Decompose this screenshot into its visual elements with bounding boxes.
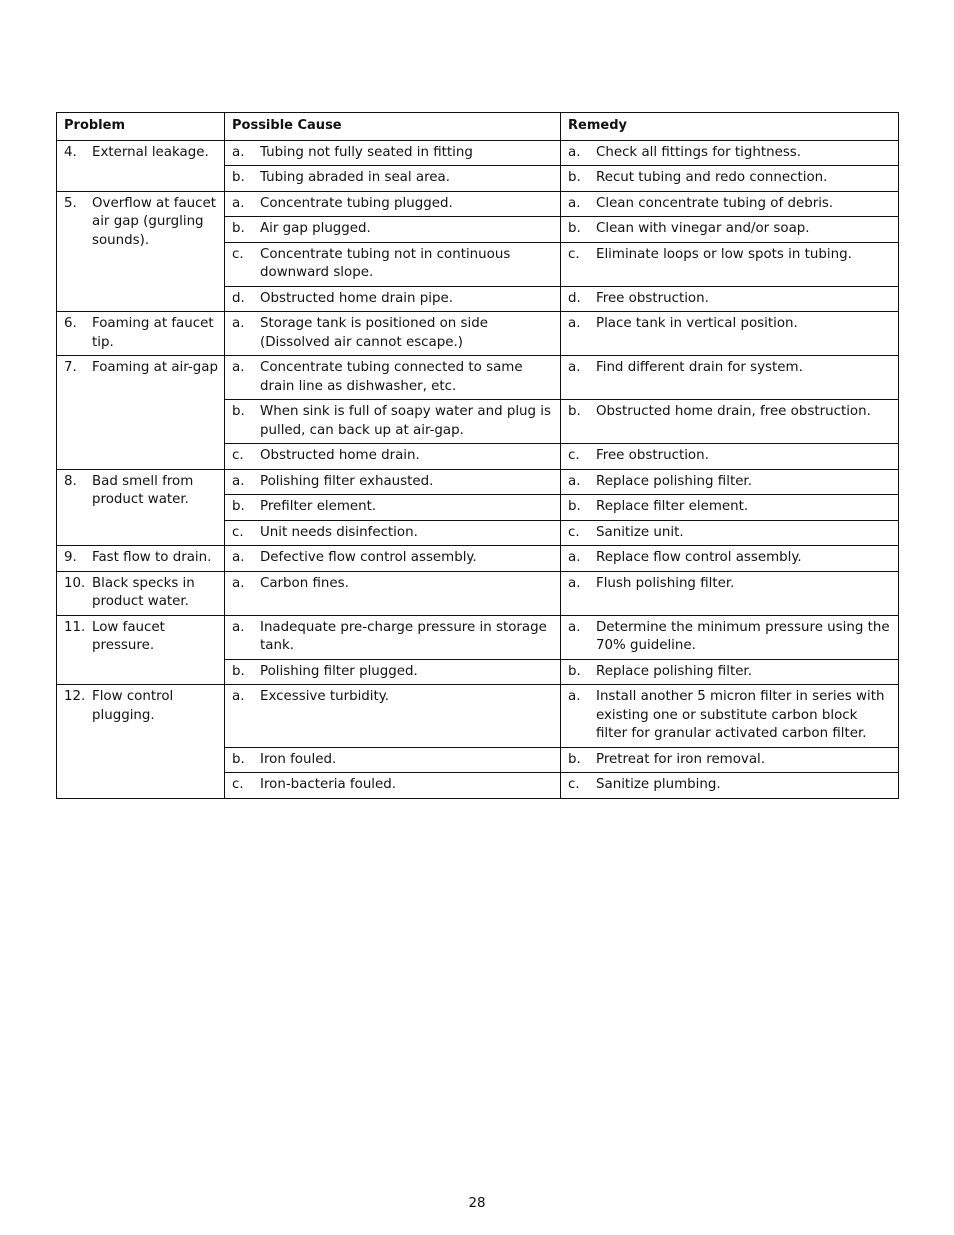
problem-item bbox=[64, 144, 218, 163]
remedy-text: Check all fittings for tightness. bbox=[596, 144, 802, 160]
remedy-letter: b. bbox=[568, 170, 581, 185]
cause-letter: d. bbox=[232, 290, 245, 306]
cause-item bbox=[232, 403, 554, 440]
cause-cell bbox=[225, 520, 561, 546]
remedy-text: Eliminate loops or low spots in tubing. bbox=[596, 246, 852, 262]
cause-cell bbox=[225, 747, 561, 773]
header-remedy: Remedy bbox=[561, 113, 899, 141]
table-row bbox=[57, 356, 899, 400]
table-row bbox=[57, 312, 899, 356]
cause-letter: b. bbox=[232, 170, 245, 185]
remedy-text: Replace polishing filter. bbox=[596, 473, 752, 489]
cause-item bbox=[232, 246, 554, 283]
remedy-cell bbox=[561, 747, 899, 773]
table-row bbox=[57, 615, 899, 659]
remedy-cell bbox=[561, 615, 899, 659]
table-body bbox=[57, 140, 899, 798]
problem-number: 9. bbox=[64, 550, 77, 565]
remedy-text: Install another 5 micron filter in series with existing one or substitute carbon block filter for granular activated carbon filter. bbox=[596, 689, 885, 741]
cause-item bbox=[232, 575, 554, 594]
remedy-item bbox=[568, 403, 892, 422]
remedy-cell bbox=[561, 773, 899, 799]
remedy-letter: a. bbox=[568, 473, 581, 489]
cause-item bbox=[232, 359, 554, 396]
remedy-cell bbox=[561, 400, 899, 444]
problem-item bbox=[64, 359, 218, 378]
remedy-text: Clean concentrate tubing of debris. bbox=[596, 195, 834, 211]
problem-cell bbox=[57, 615, 225, 685]
table-row bbox=[57, 685, 899, 748]
problem-item bbox=[64, 549, 218, 568]
cause-letter: a. bbox=[232, 619, 245, 635]
remedy-letter: a. bbox=[568, 550, 581, 565]
header-problem: Problem bbox=[57, 113, 225, 141]
problem-text: Foaming at air-gap bbox=[92, 360, 218, 375]
table-row bbox=[57, 191, 899, 217]
cause-letter: b. bbox=[232, 751, 245, 767]
remedy-letter: b. bbox=[568, 404, 581, 419]
problem-number: 6. bbox=[64, 316, 77, 331]
header-possible-cause: Possible Cause bbox=[225, 113, 561, 141]
cause-item bbox=[232, 498, 554, 517]
cause-text: Polishing filter plugged. bbox=[260, 663, 418, 679]
remedy-item bbox=[568, 220, 892, 239]
cause-cell bbox=[225, 242, 561, 286]
problem-cell bbox=[57, 571, 225, 615]
remedy-item bbox=[568, 447, 892, 466]
cause-text: Prefilter element. bbox=[260, 499, 377, 514]
remedy-letter: c. bbox=[568, 777, 580, 792]
problem-text: Bad smell from product water. bbox=[92, 473, 194, 507]
remedy-item bbox=[568, 663, 892, 682]
cause-item bbox=[232, 473, 554, 492]
remedy-item bbox=[568, 290, 892, 309]
remedy-item bbox=[568, 195, 892, 214]
cause-cell bbox=[225, 469, 561, 495]
problem-text: Low faucet pressure. bbox=[92, 619, 165, 653]
remedy-text: Clean with vinegar and/or soap. bbox=[596, 221, 810, 236]
remedy-text: Sanitize unit. bbox=[596, 524, 684, 540]
cause-text: Obstructed home drain pipe. bbox=[260, 290, 453, 306]
remedy-text: Replace polishing filter. bbox=[596, 663, 752, 679]
remedy-text: Free obstruction. bbox=[596, 290, 709, 306]
cause-letter: a. bbox=[232, 550, 245, 565]
remedy-letter: c. bbox=[568, 246, 580, 262]
cause-cell bbox=[225, 166, 561, 192]
problem-number: 4. bbox=[64, 144, 77, 160]
cause-item bbox=[232, 688, 554, 707]
cause-text: Defective flow control assembly. bbox=[260, 550, 477, 565]
table-row bbox=[57, 571, 899, 615]
cause-item bbox=[232, 169, 554, 188]
remedy-item bbox=[568, 169, 892, 188]
cause-text: Concentrate tubing connected to same drain line as dishwasher, etc. bbox=[260, 360, 523, 394]
cause-letter: b. bbox=[232, 663, 245, 679]
remedy-text: Determine the minimum pressure using the 70% guideline. bbox=[596, 619, 890, 653]
remedy-item bbox=[568, 751, 892, 770]
cause-cell bbox=[225, 495, 561, 521]
remedy-cell bbox=[561, 444, 899, 470]
cause-text: Air gap plugged. bbox=[260, 221, 371, 236]
cause-cell bbox=[225, 356, 561, 400]
cause-letter: b. bbox=[232, 221, 245, 236]
cause-cell bbox=[225, 546, 561, 572]
remedy-cell bbox=[561, 140, 899, 166]
cause-cell bbox=[225, 140, 561, 166]
remedy-letter: a. bbox=[568, 316, 581, 331]
cause-text: Polishing filter exhausted. bbox=[260, 473, 434, 489]
remedy-item bbox=[568, 549, 892, 568]
remedy-item bbox=[568, 619, 892, 656]
remedy-letter: a. bbox=[568, 619, 581, 635]
cause-item bbox=[232, 447, 554, 466]
problem-text: Overflow at faucet air gap (gurgling sounds). bbox=[92, 195, 217, 248]
cause-text: Iron-bacteria fouled. bbox=[260, 777, 397, 792]
cause-item bbox=[232, 663, 554, 682]
cause-letter: b. bbox=[232, 404, 245, 419]
cause-text: Excessive turbidity. bbox=[260, 689, 390, 704]
remedy-cell bbox=[561, 286, 899, 312]
problem-text: External leakage. bbox=[92, 144, 209, 160]
remedy-item bbox=[568, 498, 892, 517]
cause-text: Tubing abraded in seal area. bbox=[260, 170, 450, 185]
cause-item bbox=[232, 195, 554, 214]
cause-text: Concentrate tubing not in continuous downward slope. bbox=[260, 246, 511, 280]
cause-item bbox=[232, 144, 554, 163]
problem-cell bbox=[57, 191, 225, 312]
remedy-text: Recut tubing and redo connection. bbox=[596, 170, 828, 185]
cause-item bbox=[232, 549, 554, 568]
cause-text: Obstructed home drain. bbox=[260, 448, 420, 463]
remedy-letter: b. bbox=[568, 221, 581, 236]
remedy-item bbox=[568, 144, 892, 163]
remedy-cell bbox=[561, 685, 899, 748]
remedy-letter: b. bbox=[568, 499, 581, 514]
problem-number: 7. bbox=[64, 360, 77, 375]
cause-item bbox=[232, 220, 554, 239]
remedy-cell bbox=[561, 356, 899, 400]
remedy-letter: a. bbox=[568, 575, 581, 591]
cause-cell bbox=[225, 400, 561, 444]
remedy-cell bbox=[561, 217, 899, 243]
table-row bbox=[57, 140, 899, 166]
page-number: 28 bbox=[468, 1196, 486, 1211]
cause-letter: c. bbox=[232, 524, 244, 540]
cause-letter: a. bbox=[232, 360, 245, 375]
problem-item bbox=[64, 575, 218, 612]
problem-cell bbox=[57, 140, 225, 191]
cause-cell bbox=[225, 615, 561, 659]
remedy-letter: b. bbox=[568, 751, 581, 767]
cause-cell bbox=[225, 685, 561, 748]
table-row bbox=[57, 546, 899, 572]
table-header-row bbox=[57, 113, 899, 141]
problem-text: Fast flow to drain. bbox=[92, 550, 212, 565]
problem-cell bbox=[57, 546, 225, 572]
cause-item bbox=[232, 290, 554, 309]
cause-cell bbox=[225, 659, 561, 685]
remedy-cell bbox=[561, 312, 899, 356]
problem-text: Black specks in product water. bbox=[92, 575, 195, 609]
cause-item bbox=[232, 524, 554, 543]
remedy-item bbox=[568, 359, 892, 378]
cause-cell bbox=[225, 191, 561, 217]
remedy-text: Sanitize plumbing. bbox=[596, 777, 721, 792]
problem-text: Foaming at faucet tip. bbox=[92, 316, 214, 350]
remedy-item bbox=[568, 575, 892, 594]
problem-cell bbox=[57, 685, 225, 799]
cause-text: Concentrate tubing plugged. bbox=[260, 195, 453, 211]
remedy-cell bbox=[561, 495, 899, 521]
problem-cell bbox=[57, 469, 225, 546]
problem-number: 5. bbox=[64, 195, 77, 211]
remedy-text: Pretreat for iron removal. bbox=[596, 751, 766, 767]
problem-item bbox=[64, 473, 218, 510]
cause-cell bbox=[225, 571, 561, 615]
problem-number: 12. bbox=[64, 689, 86, 704]
cause-letter: a. bbox=[232, 689, 245, 704]
cause-letter: a. bbox=[232, 144, 245, 160]
remedy-item bbox=[568, 688, 892, 744]
cause-letter: b. bbox=[232, 499, 245, 514]
table-row bbox=[57, 469, 899, 495]
cause-cell bbox=[225, 444, 561, 470]
cause-letter: a. bbox=[232, 473, 245, 489]
remedy-letter: c. bbox=[568, 448, 580, 463]
remedy-cell bbox=[561, 242, 899, 286]
remedy-text: Flush polishing filter. bbox=[596, 575, 735, 591]
remedy-item bbox=[568, 524, 892, 543]
cause-item bbox=[232, 619, 554, 656]
problem-text: Flow control plugging. bbox=[92, 689, 174, 723]
cause-text: Tubing not fully seated in fitting bbox=[260, 144, 473, 160]
cause-text: Carbon fines. bbox=[260, 575, 349, 591]
remedy-text: Replace filter element. bbox=[596, 499, 749, 514]
remedy-item bbox=[568, 315, 892, 334]
cause-cell bbox=[225, 312, 561, 356]
troubleshooting-table bbox=[56, 112, 899, 799]
remedy-cell bbox=[561, 191, 899, 217]
problem-number: 10. bbox=[64, 575, 86, 591]
remedy-text: Find different drain for system. bbox=[596, 360, 803, 375]
remedy-cell bbox=[561, 166, 899, 192]
remedy-item bbox=[568, 246, 892, 265]
cause-cell bbox=[225, 217, 561, 243]
cause-text: Storage tank is positioned on side (Dissolved air cannot escape.) bbox=[260, 316, 488, 350]
cause-letter: c. bbox=[232, 448, 244, 463]
cause-letter: a. bbox=[232, 195, 245, 211]
problem-number: 11. bbox=[64, 619, 86, 635]
problem-number: 8. bbox=[64, 473, 77, 489]
remedy-letter: a. bbox=[568, 689, 581, 704]
remedy-letter: c. bbox=[568, 524, 580, 540]
cause-text: When sink is full of soapy water and plug is pulled, can back up at air-gap. bbox=[260, 404, 551, 438]
cause-letter: a. bbox=[232, 575, 245, 591]
remedy-text: Replace flow control assembly. bbox=[596, 550, 802, 565]
remedy-cell bbox=[561, 571, 899, 615]
remedy-item bbox=[568, 473, 892, 492]
cause-text: Iron fouled. bbox=[260, 751, 337, 767]
cause-cell bbox=[225, 286, 561, 312]
cause-text: Inadequate pre-charge pressure in storage tank. bbox=[260, 619, 547, 653]
cause-item bbox=[232, 315, 554, 352]
remedy-letter: d. bbox=[568, 290, 581, 306]
problem-item bbox=[64, 688, 218, 725]
problem-cell bbox=[57, 356, 225, 470]
remedy-text: Free obstruction. bbox=[596, 448, 709, 463]
remedy-cell bbox=[561, 659, 899, 685]
remedy-letter: b. bbox=[568, 663, 581, 679]
remedy-text: Place tank in vertical position. bbox=[596, 316, 798, 331]
cause-text: Unit needs disinfection. bbox=[260, 524, 418, 540]
cause-letter: c. bbox=[232, 246, 244, 262]
remedy-letter: a. bbox=[568, 195, 581, 211]
cause-letter: a. bbox=[232, 316, 245, 331]
remedy-cell bbox=[561, 520, 899, 546]
remedy-cell bbox=[561, 469, 899, 495]
cause-item bbox=[232, 776, 554, 795]
remedy-letter: a. bbox=[568, 360, 581, 375]
remedy-item bbox=[568, 776, 892, 795]
problem-item bbox=[64, 315, 218, 352]
cause-cell bbox=[225, 773, 561, 799]
problem-item bbox=[64, 195, 218, 251]
remedy-text: Obstructed home drain, free obstruction. bbox=[596, 404, 871, 419]
cause-letter: c. bbox=[232, 777, 244, 792]
remedy-letter: a. bbox=[568, 144, 581, 160]
remedy-cell bbox=[561, 546, 899, 572]
problem-cell bbox=[57, 312, 225, 356]
cause-item bbox=[232, 751, 554, 770]
problem-item bbox=[64, 619, 218, 656]
